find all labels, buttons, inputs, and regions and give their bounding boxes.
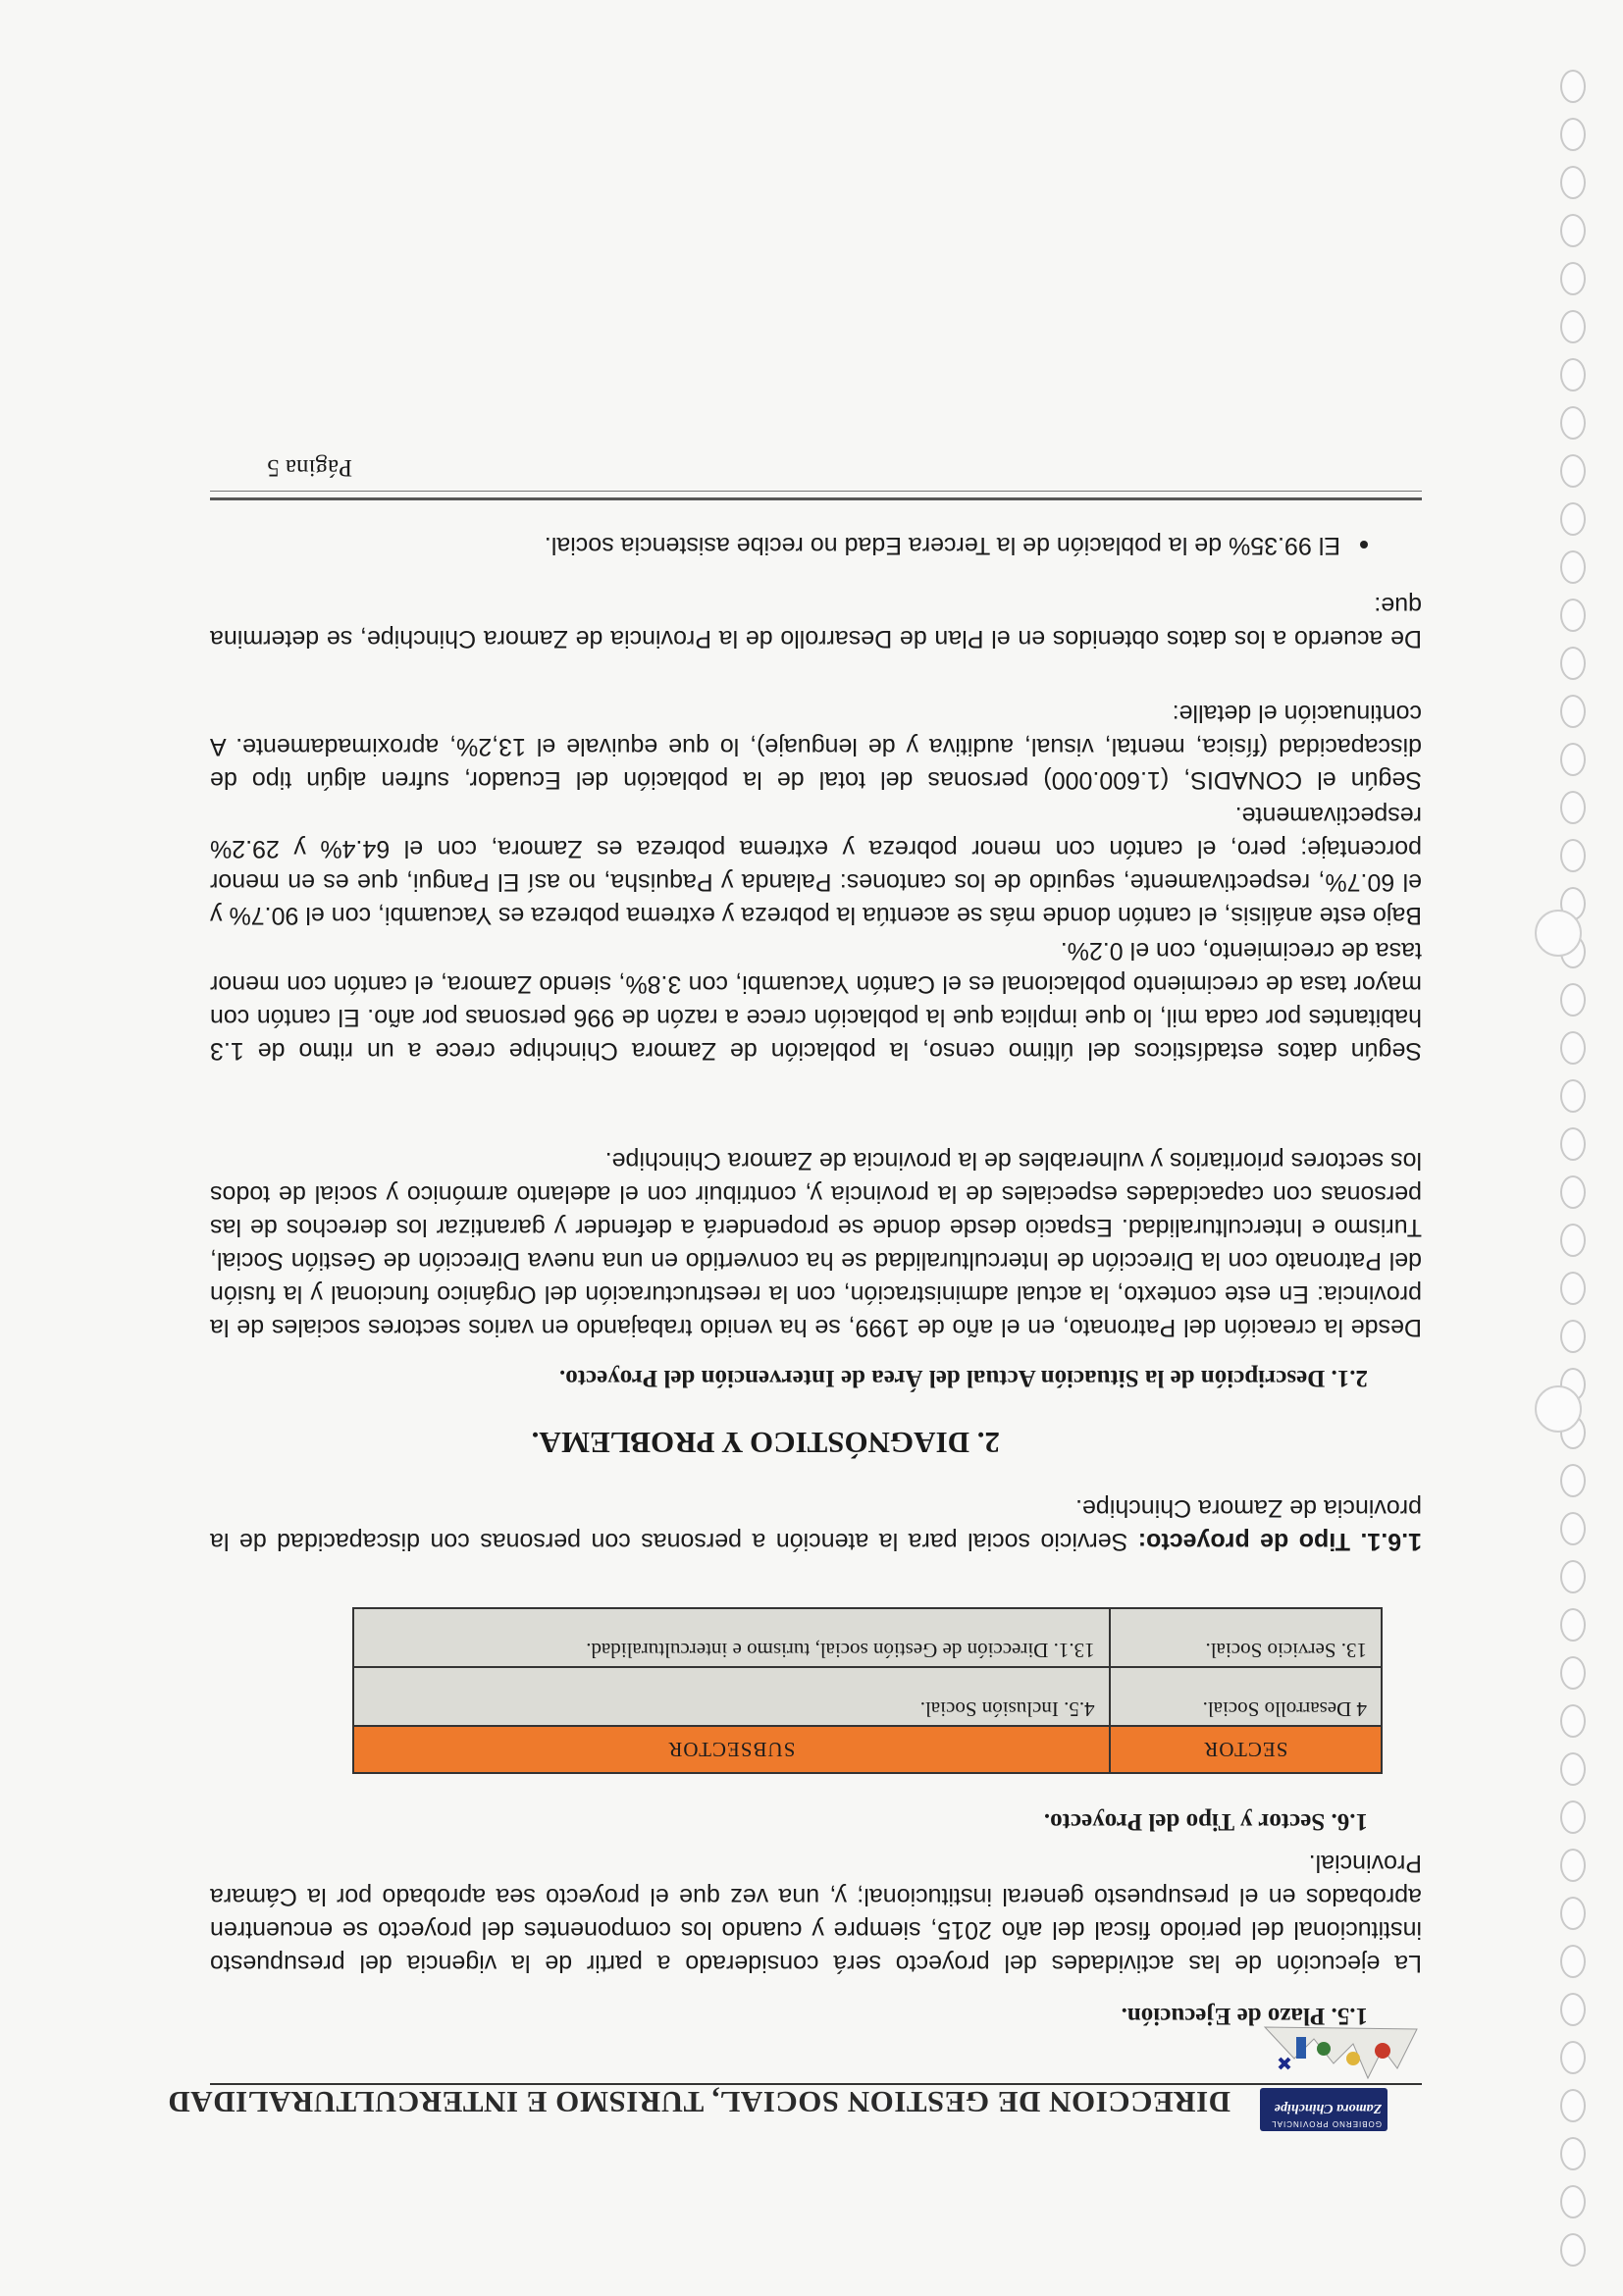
binder-hole-icon [1560, 1608, 1586, 1642]
heading-2-1: 2.1. Descripción de la Situación Actual del Área de Intervención del Proyecto. [559, 1365, 1368, 1391]
binder-hole-icon [1560, 1993, 1586, 2026]
logo-subtitle: GOBIERNO PROVINCIAL [1271, 2119, 1382, 2128]
table-row [353, 1608, 1382, 1667]
department-title: DIRECCION DE GESTION SOCIAL, TURISMO E INTERCULTURALIDAD [167, 2085, 1230, 2119]
binder-hole-icon [1560, 2041, 1586, 2074]
logo-wordmark: Zamora Chinchipe [1274, 2101, 1382, 2115]
binder-hole-icon [1560, 166, 1586, 199]
subsector-column-header: SUBSECTOR [353, 1726, 1110, 1773]
page-number: Página 5 [267, 454, 352, 481]
binder-hole-icon [1560, 1031, 1586, 1065]
punch-hole-icon [1535, 1385, 1582, 1433]
binder-hole-icon [1560, 839, 1586, 872]
binder-hole-icon [1560, 983, 1586, 1017]
binder-hole-icon [1560, 2089, 1586, 2122]
binder-hole-icon [1560, 1320, 1586, 1353]
binder-hole-icon [1560, 2137, 1586, 2170]
bullet-icon [1360, 541, 1368, 548]
sector-table [352, 1607, 1383, 1774]
project-type-text: Servicio social para la atención a personas con personas con discapacidad de la provincia de Zamora Chinchipe. [209, 1494, 1422, 1555]
binder-hole-icon [1560, 647, 1586, 680]
binder-hole-icon [1560, 1849, 1586, 1882]
binder-hole-icon [1560, 358, 1586, 391]
paragraph-2-1-d: Según el CONADIS, (1.600.000) personas del total de la población del Ecuador, sufren algún tipo de discapacidad (física, mental, visual, auditiva y de lenguaje), lo que equivale el 13,2%, aproximadamente. A continuación el detalle: [210, 700, 1422, 794]
binder-hole-icon [1560, 310, 1586, 343]
binder-hole-icon [1560, 1560, 1586, 1593]
binder-hole-icon [1560, 1704, 1586, 1738]
logo-figures-icon [1260, 2021, 1422, 2088]
binder-hole-icon [1560, 118, 1586, 151]
heading-1-5: 1.5. Plazo de Ejecución. [1121, 2003, 1368, 2029]
bullet-text: El 99.35% de la población de la Tercera Edad no recibe asistencia social. [544, 532, 1340, 559]
heading-1-6: 1.6. Sector y Tipo del Proyecto. [1043, 1808, 1368, 1835]
binder-hole-icon [1560, 70, 1586, 103]
table-cell: 13.1. Dirección de Gestión social, turismo e interculturalidad. [353, 1608, 1110, 1667]
paragraph-2-1-a: Desde la creación del Patronato, en el año de 1999, se ha venido trabajando en varios sectores sociales de la provincia: En este contexto, la actual administración, con la reestructuración del Orgánico funcional y la fusión del Patronato con la Dirección de Interculturalidad se ha convertido en una nueva Dirección de Gestión Social, Turismo e Interculturalidad. Espacio desde donde se propenderá a defender y garantizar los derechos de las personas con capacidades especiales de la provincia y, contribuir con el adelanto armónico y social de todos los sectores prioritarios y vulnerables de la provincia de Zamora Chinchipe. [210, 1147, 1422, 1341]
binder-hole-icon [1560, 1127, 1586, 1161]
binder-hole-icon [1560, 1272, 1586, 1305]
logo-band [1260, 2088, 1387, 2131]
binder-hole-icon [1560, 1752, 1586, 1786]
binder-hole-icon [1560, 454, 1586, 488]
paragraph-2-1-b: Según datos estadísticos del último censo, la población de Zamora Chinchipe crece a un ritmo de 1.3 habitantes por cada mil, lo que implica que la población crece a razón de 996 personas por año. El cantón con mayor tasa de crecimiento poblacional es el Cantón Yacuambi, con 3.8%, siendo Zamora, el cantón con menor tasa de crecimiento, con el 0.2%. [210, 937, 1422, 1065]
heading-2: 2. DIAGNÓSTICO Y PROBLEMA. [531, 1426, 1000, 1460]
table-cell: 4 Desarrollo Social. [1110, 1667, 1382, 1726]
paragraph-1-6-1 [210, 1491, 1422, 1558]
punch-hole-icon [1535, 910, 1582, 957]
binder-hole-icon [1560, 502, 1586, 536]
binder-hole-icon [1560, 1175, 1586, 1209]
binder-hole-icon [1560, 695, 1586, 728]
binder-hole-icon [1560, 1224, 1586, 1257]
heading-1-6-1: 1.6.1. Tipo de proyecto: [1137, 1528, 1422, 1555]
binder-hole-icon [1560, 743, 1586, 776]
binder-hole-icon [1560, 1800, 1586, 1834]
binder-hole-icon [1560, 1464, 1586, 1497]
binder-holes [1544, 0, 1603, 2296]
binder-hole-icon [1560, 599, 1586, 632]
footer-divider [210, 491, 1422, 500]
binder-hole-icon [1560, 550, 1586, 584]
paragraph-1-5: La ejecución de las actividades del proyecto será considerado a partir de la vigencia del presupuesto institucional del periodo fiscal del año 2015, siempre y cuando los componentes del proyecto se encuentren aprobados en el presupuesto general institucional; y, una vez que el proyecto sea aprobado por la Cámara Provincial. [210, 1850, 1422, 1977]
binder-hole-icon [1560, 262, 1586, 295]
table-cell: 4.5. Inclusión Social. [353, 1667, 1110, 1726]
paragraph-2-1-c: Bajo este análisis, el cantón donde más se acentúa la pobreza y extrema pobreza es Yacuambi, con el 90.7% y el 60.7%, respectivamente, seguido de los cantones: Palanda y Paquisha, no así El Pangui, que es en menor porcentaje; pero, el cantón con menor pobreza y extrema pobreza es Zamora, con el 64.4% y 29.2% respectivamente. [210, 802, 1422, 929]
binder-hole-icon [1560, 406, 1586, 440]
binder-hole-icon [1560, 1512, 1586, 1545]
binder-hole-icon [1560, 1897, 1586, 1930]
provincial-government-logo [1255, 2021, 1422, 2149]
binder-hole-icon [1560, 1079, 1586, 1113]
table-cell: 13. Servicio Social. [1110, 1608, 1382, 1667]
sector-column-header: SECTOR [1110, 1726, 1382, 1773]
binder-hole-icon [1560, 214, 1586, 247]
binder-hole-icon [1560, 791, 1586, 824]
binder-hole-icon [1560, 2185, 1586, 2218]
paragraph-2-1-e: De acuerdo a los datos obtenidos en el Plan de Desarrollo de la Provincia de Zamora Chinchipe, se determina que: [210, 592, 1422, 652]
binder-hole-icon [1560, 1656, 1586, 1690]
binder-hole-icon [1560, 1945, 1586, 1978]
header-divider [210, 2083, 1422, 2085]
binder-hole-icon [1560, 2233, 1586, 2267]
bullet-item [545, 531, 1368, 559]
table-row [353, 1667, 1382, 1726]
